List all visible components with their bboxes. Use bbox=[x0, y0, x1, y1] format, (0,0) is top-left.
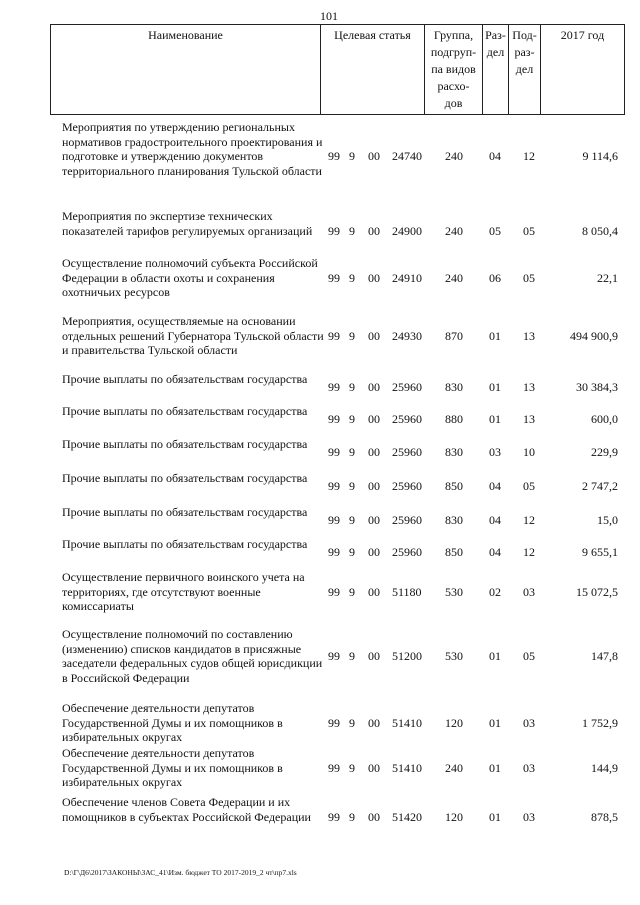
cell-direction: 00 bbox=[368, 715, 380, 730]
cell-subprogram: 9 bbox=[349, 648, 355, 663]
cell-article-code: 51410 bbox=[392, 760, 422, 775]
row-name: Мероприятия по экспертизе технических показателей тарифов регулируемых организаций bbox=[62, 209, 313, 238]
table-row bbox=[50, 437, 624, 467]
cell-subsection: 13 bbox=[523, 379, 535, 394]
cell-article-code: 51410 bbox=[392, 715, 422, 730]
cell-program: 99 bbox=[328, 760, 340, 775]
cell-group: 830 bbox=[445, 512, 463, 527]
cell-article-code: 25960 bbox=[392, 512, 422, 527]
cell-article-code: 24740 bbox=[392, 149, 422, 163]
cell-amount: 494 900,9 bbox=[570, 328, 618, 343]
cell-group: 830 bbox=[445, 444, 463, 459]
row-name: Мероприятия по утверждению региональных нормативов градостроительного проектирования и подготовке и утверждению документов территориального планирования Тульской области bbox=[62, 120, 323, 178]
cell-subsection: 03 bbox=[523, 809, 535, 824]
cell-subsection: 13 bbox=[523, 411, 535, 426]
cell-direction: 00 bbox=[368, 809, 380, 824]
cell-section: 04 bbox=[489, 512, 501, 527]
cell-amount: 2 747,2 bbox=[582, 478, 618, 493]
table-header bbox=[50, 24, 625, 115]
cell-subprogram: 9 bbox=[349, 444, 355, 459]
table-row bbox=[50, 209, 624, 253]
header-subsection: Под- раз- дел bbox=[509, 25, 541, 115]
cell-article-code: 25960 bbox=[392, 379, 422, 394]
cell-program: 99 bbox=[328, 478, 340, 493]
row-name: Обеспечение деятельности депутатов Государственной Думы и их помощников в избирательных округах bbox=[62, 746, 283, 790]
cell-program: 99 bbox=[328, 379, 340, 394]
cell-program: 99 bbox=[328, 223, 340, 238]
cell-group: 120 bbox=[445, 715, 463, 730]
table-row bbox=[50, 314, 624, 358]
cell-amount: 600,0 bbox=[591, 411, 618, 426]
cell-subprogram: 9 bbox=[349, 478, 355, 493]
cell-section: 04 bbox=[489, 478, 501, 493]
cell-direction: 00 bbox=[368, 444, 380, 459]
table-row bbox=[50, 471, 624, 501]
cell-subprogram: 9 bbox=[349, 809, 355, 824]
table-row bbox=[50, 627, 624, 685]
cell-subprogram: 9 bbox=[349, 544, 355, 559]
cell-group: 240 bbox=[445, 760, 463, 775]
cell-group: 240 bbox=[445, 149, 463, 163]
cell-program: 99 bbox=[328, 544, 340, 559]
header-target: Целевая статья bbox=[321, 25, 425, 115]
cell-direction: 00 bbox=[368, 223, 380, 238]
page-number: 101 bbox=[320, 9, 338, 23]
cell-group: 830 bbox=[445, 379, 463, 394]
table-row bbox=[50, 256, 624, 300]
cell-group: 120 bbox=[445, 809, 463, 824]
cell-direction: 00 bbox=[368, 760, 380, 775]
cell-section: 03 bbox=[489, 444, 501, 459]
cell-subsection: 12 bbox=[523, 149, 535, 163]
cell-amount: 147,8 bbox=[591, 648, 618, 663]
cell-subprogram: 9 bbox=[349, 760, 355, 775]
cell-section: 01 bbox=[489, 379, 501, 394]
cell-group: 850 bbox=[445, 544, 463, 559]
cell-section: 04 bbox=[489, 544, 501, 559]
cell-section: 04 bbox=[489, 149, 501, 163]
cell-program: 99 bbox=[328, 648, 340, 663]
cell-article-code: 25960 bbox=[392, 478, 422, 493]
header-group: Группа, подгруп- па видов расхо- дов bbox=[425, 25, 483, 115]
cell-amount: 30 384,3 bbox=[576, 379, 618, 394]
cell-direction: 00 bbox=[368, 648, 380, 663]
cell-subprogram: 9 bbox=[349, 379, 355, 394]
table-row bbox=[50, 746, 624, 790]
cell-direction: 00 bbox=[368, 478, 380, 493]
cell-program: 99 bbox=[328, 328, 340, 343]
cell-subsection: 03 bbox=[523, 715, 535, 730]
cell-section: 01 bbox=[489, 648, 501, 663]
cell-direction: 00 bbox=[368, 379, 380, 394]
cell-subprogram: 9 bbox=[349, 223, 355, 238]
cell-direction: 00 bbox=[368, 328, 380, 343]
cell-article-code: 25960 bbox=[392, 411, 422, 426]
header-name: Наименование bbox=[51, 25, 321, 115]
table-row bbox=[50, 505, 624, 535]
cell-group: 240 bbox=[445, 223, 463, 238]
row-name: Прочие выплаты по обязательствам государства bbox=[62, 372, 308, 386]
cell-direction: 00 bbox=[368, 544, 380, 559]
cell-program: 99 bbox=[328, 444, 340, 459]
cell-subsection: 10 bbox=[523, 444, 535, 459]
cell-article-code: 25960 bbox=[392, 544, 422, 559]
cell-program: 99 bbox=[328, 270, 340, 285]
cell-direction: 00 bbox=[368, 411, 380, 426]
cell-program: 99 bbox=[328, 584, 340, 599]
cell-direction: 00 bbox=[368, 149, 380, 163]
cell-amount: 144,9 bbox=[591, 760, 618, 775]
cell-program: 99 bbox=[328, 512, 340, 527]
cell-group: 880 bbox=[445, 411, 463, 426]
cell-article-code: 25960 bbox=[392, 444, 422, 459]
cell-program: 99 bbox=[328, 715, 340, 730]
row-name: Прочие выплаты по обязательствам государства bbox=[62, 471, 308, 485]
cell-subsection: 12 bbox=[523, 544, 535, 559]
cell-group: 530 bbox=[445, 584, 463, 599]
table-row bbox=[50, 795, 624, 839]
row-name: Осуществление первичного воинского учета на территориях, где отсутствуют военные комиссариаты bbox=[62, 570, 305, 614]
cell-article-code: 51420 bbox=[392, 809, 422, 824]
row-name: Осуществление полномочий по составлению (изменению) списков кандидатов в присяжные заседатели федеральных судов общей юрисдикции в Российской Федерации bbox=[62, 627, 323, 685]
table-row bbox=[50, 372, 624, 402]
cell-group: 870 bbox=[445, 328, 463, 343]
cell-subprogram: 9 bbox=[349, 512, 355, 527]
cell-amount: 15 072,5 bbox=[576, 584, 618, 599]
cell-subprogram: 9 bbox=[349, 149, 355, 163]
cell-program: 99 bbox=[328, 411, 340, 426]
cell-amount: 15,0 bbox=[597, 512, 618, 527]
row-name: Осуществление полномочий субъекта Российской Федерации в области охоты и сохранения охотничьих ресурсов bbox=[62, 256, 318, 300]
cell-group: 850 bbox=[445, 478, 463, 493]
table-row bbox=[50, 570, 624, 614]
cell-subsection: 03 bbox=[523, 760, 535, 775]
row-name: Обеспечение членов Совета Федерации и их помощников в субъектах Российской Федерации bbox=[62, 795, 311, 824]
cell-amount: 9 655,1 bbox=[582, 544, 618, 559]
cell-amount: 878,5 bbox=[591, 809, 618, 824]
header-section: Раз- дел bbox=[483, 25, 509, 115]
row-name: Обеспечение деятельности депутатов Государственной Думы и их помощников в избирательных округах bbox=[62, 701, 283, 745]
cell-section: 01 bbox=[489, 760, 501, 775]
cell-article-code: 24930 bbox=[392, 328, 422, 343]
cell-section: 01 bbox=[489, 809, 501, 824]
cell-section: 01 bbox=[489, 328, 501, 343]
table-row bbox=[50, 120, 624, 193]
cell-article-code: 51200 bbox=[392, 648, 422, 663]
cell-amount: 22,1 bbox=[597, 270, 618, 285]
cell-amount: 229,9 bbox=[591, 444, 618, 459]
row-name: Прочие выплаты по обязательствам государства bbox=[62, 537, 308, 551]
cell-program: 99 bbox=[328, 149, 340, 163]
cell-group: 530 bbox=[445, 648, 463, 663]
cell-program: 99 bbox=[328, 809, 340, 824]
row-name: Мероприятия, осуществляемые на основании отдельных решений Губернатора Тульской области и правительства Тульской области bbox=[62, 314, 324, 358]
file-path-footer: D:\Г\Д6\2017\ЗАКОНЫ\ЗАС_41\Изм. бюджет ТО 2017-2019_2 чт\пр7.xls bbox=[64, 868, 297, 877]
cell-article-code: 51180 bbox=[392, 584, 422, 599]
cell-article-code: 24910 bbox=[392, 270, 422, 285]
cell-direction: 00 bbox=[368, 584, 380, 599]
cell-section: 01 bbox=[489, 411, 501, 426]
cell-section: 02 bbox=[489, 584, 501, 599]
row-name: Прочие выплаты по обязательствам государства bbox=[62, 404, 308, 418]
cell-subsection: 13 bbox=[523, 328, 535, 343]
cell-subprogram: 9 bbox=[349, 584, 355, 599]
cell-subprogram: 9 bbox=[349, 411, 355, 426]
cell-amount: 1 752,9 bbox=[582, 715, 618, 730]
cell-subsection: 05 bbox=[523, 478, 535, 493]
cell-section: 01 bbox=[489, 715, 501, 730]
cell-subsection: 03 bbox=[523, 584, 535, 599]
row-name: Прочие выплаты по обязательствам государства bbox=[62, 437, 308, 451]
cell-subprogram: 9 bbox=[349, 715, 355, 730]
cell-subsection: 12 bbox=[523, 512, 535, 527]
cell-direction: 00 bbox=[368, 512, 380, 527]
table-row bbox=[50, 701, 624, 745]
header-year: 2017 год bbox=[541, 25, 625, 115]
cell-subsection: 05 bbox=[523, 223, 535, 238]
cell-section: 06 bbox=[489, 270, 501, 285]
table-row bbox=[50, 537, 624, 567]
cell-amount: 8 050,4 bbox=[582, 223, 618, 238]
cell-group: 240 bbox=[445, 270, 463, 285]
table-row bbox=[50, 404, 624, 434]
cell-subprogram: 9 bbox=[349, 270, 355, 285]
cell-amount: 9 114,6 bbox=[582, 149, 618, 163]
cell-subprogram: 9 bbox=[349, 328, 355, 343]
cell-subsection: 05 bbox=[523, 270, 535, 285]
cell-subsection: 05 bbox=[523, 648, 535, 663]
cell-section: 05 bbox=[489, 223, 501, 238]
row-name: Прочие выплаты по обязательствам государства bbox=[62, 505, 308, 519]
cell-article-code: 24900 bbox=[392, 223, 422, 238]
cell-direction: 00 bbox=[368, 270, 380, 285]
